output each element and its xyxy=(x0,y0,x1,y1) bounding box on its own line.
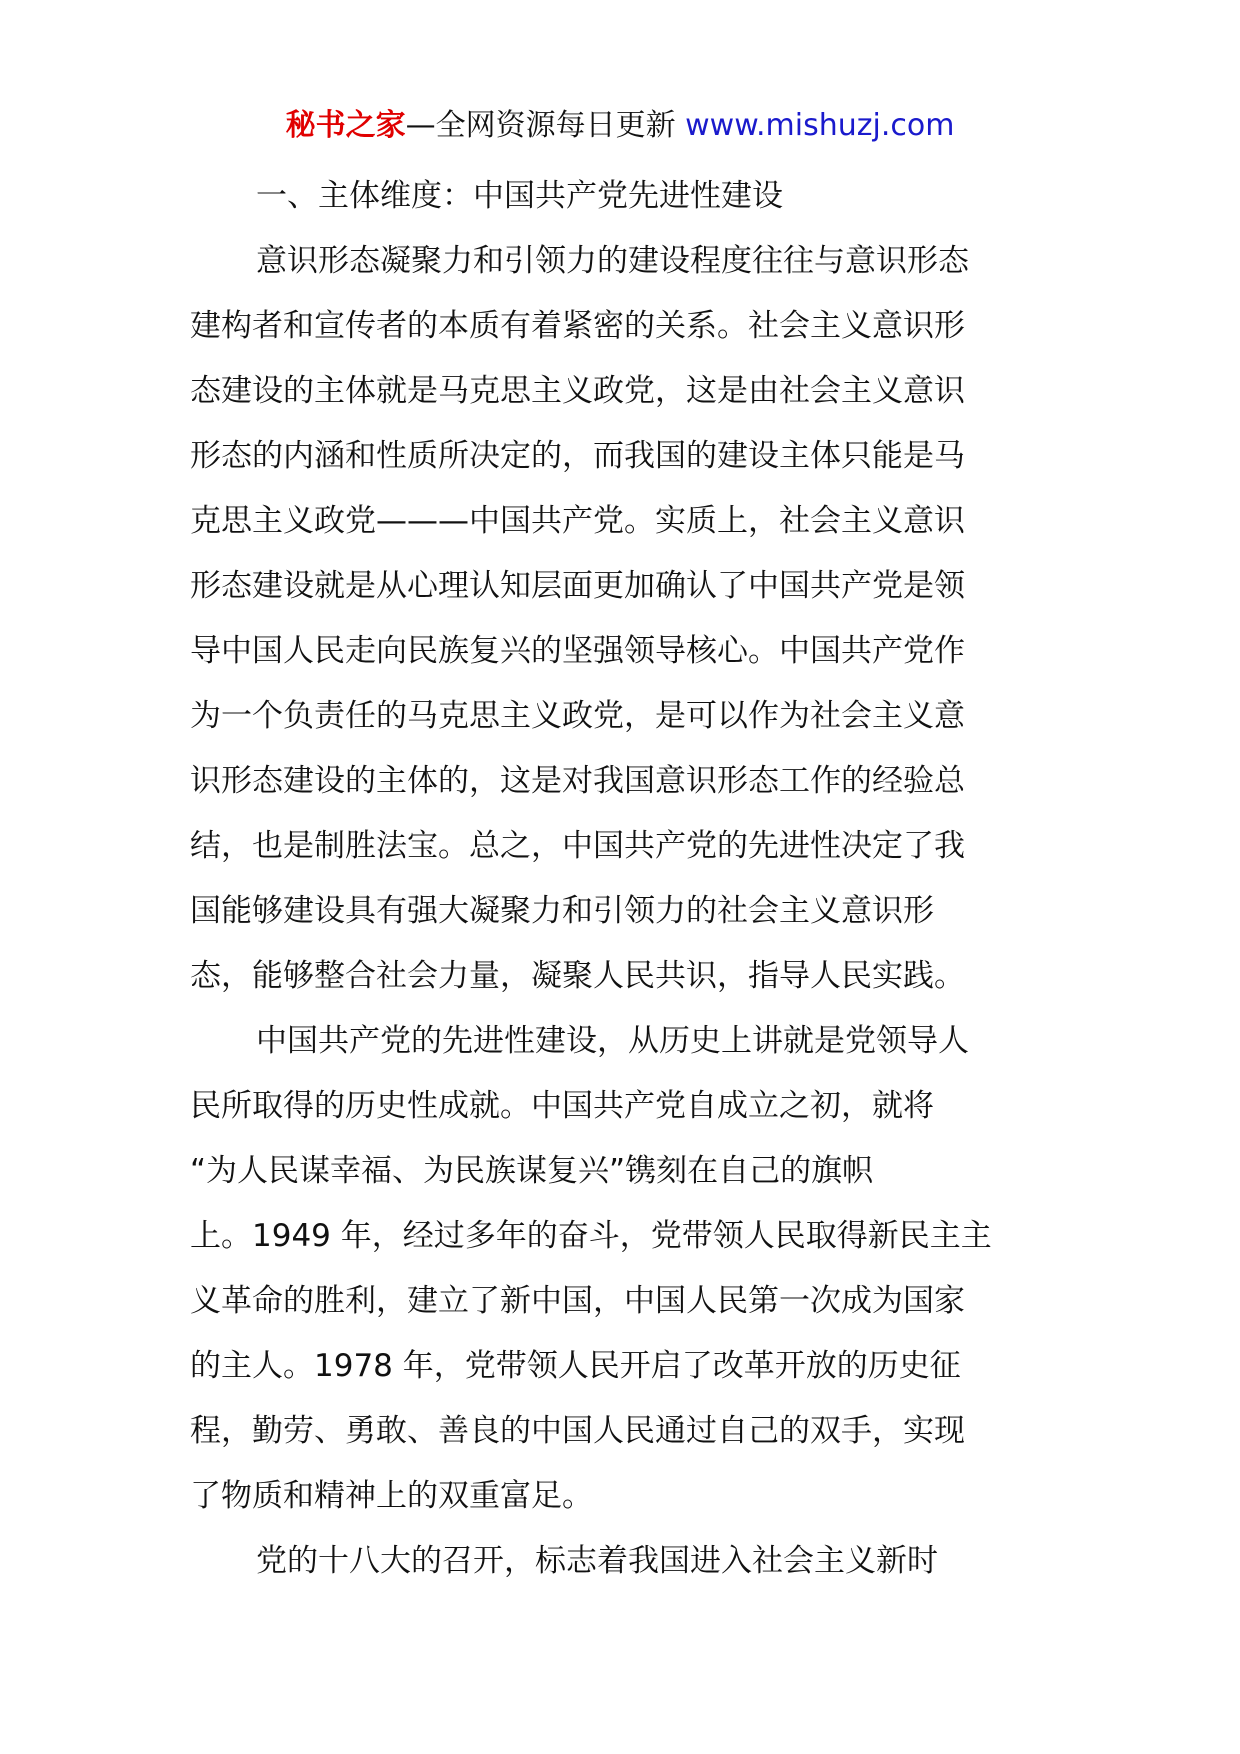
text-line: 结，也是制胜法宝。总之，中国共产党的先进性决定了我 xyxy=(190,828,965,864)
site-header xyxy=(0,106,1240,146)
text-line: 民所取得的历史性成就。中国共产党自成立之初，就将 xyxy=(190,1088,934,1124)
document-body xyxy=(190,164,1050,1594)
text-line: 建构者和宣传者的本质有着紧密的关系。社会主义意识形 xyxy=(190,308,965,344)
text-line: 了物质和精神上的双重富足。 xyxy=(190,1478,593,1514)
text-line: 克思主义政党———中国共产党。实质上，社会主义意识 xyxy=(190,503,965,539)
header-tagline: —全网资源每日更新 xyxy=(405,108,676,143)
section-heading: 一、主体维度：中国共产党先进性建设 xyxy=(256,178,783,214)
text-line: 上。1949 年，经过多年的奋斗，党带领人民取得新民主主 xyxy=(190,1218,992,1254)
text-line: “为人民谋幸福、为民族谋复兴”镌刻在自己的旗帜 xyxy=(190,1153,874,1189)
text-line: 中国共产党的先进性建设，从历史上讲就是党领导人 xyxy=(256,1023,969,1059)
text-line: 党的十八大的召开，标志着我国进入社会主义新时 xyxy=(256,1543,938,1579)
text-line: 的主人。1978 年，党带领人民开启了改革开放的历史征 xyxy=(190,1348,961,1384)
paragraph-1 xyxy=(190,229,1050,1009)
text-line: 义革命的胜利，建立了新中国，中国人民第一次成为国家 xyxy=(190,1283,965,1319)
text-line: 导中国人民走向民族复兴的坚强领导核心。中国共产党作 xyxy=(190,633,965,669)
paragraph-3 xyxy=(190,1529,1050,1594)
text-line: 意识形态凝聚力和引领力的建设程度往往与意识形态 xyxy=(256,243,969,279)
text-line: 形态建设就是从心理认知层面更加确认了中国共产党是领 xyxy=(190,568,965,604)
text-line: 态建设的主体就是马克思主义政党，这是由社会主义意识 xyxy=(190,373,965,409)
text-line: 程，勤劳、勇敢、善良的中国人民通过自己的双手，实现 xyxy=(190,1413,965,1449)
text-line: 形态的内涵和性质所决定的，而我国的建设主体只能是马 xyxy=(190,438,965,474)
paragraph-2 xyxy=(190,1009,1050,1529)
text-line: 国能够建设具有强大凝聚力和引领力的社会主义意识形 xyxy=(190,893,934,929)
text-line: 为一个负责任的马克思主义政党，是可以作为社会主义意 xyxy=(190,698,965,734)
brand-name: 秘书之家 xyxy=(285,108,406,143)
text-line: 识形态建设的主体的，这是对我国意识形态工作的经验总 xyxy=(190,763,965,799)
site-url-link[interactable]: www.mishuzj.com xyxy=(685,108,955,143)
text-line: 态，能够整合社会力量，凝聚人民共识，指导人民实践。 xyxy=(190,958,965,994)
